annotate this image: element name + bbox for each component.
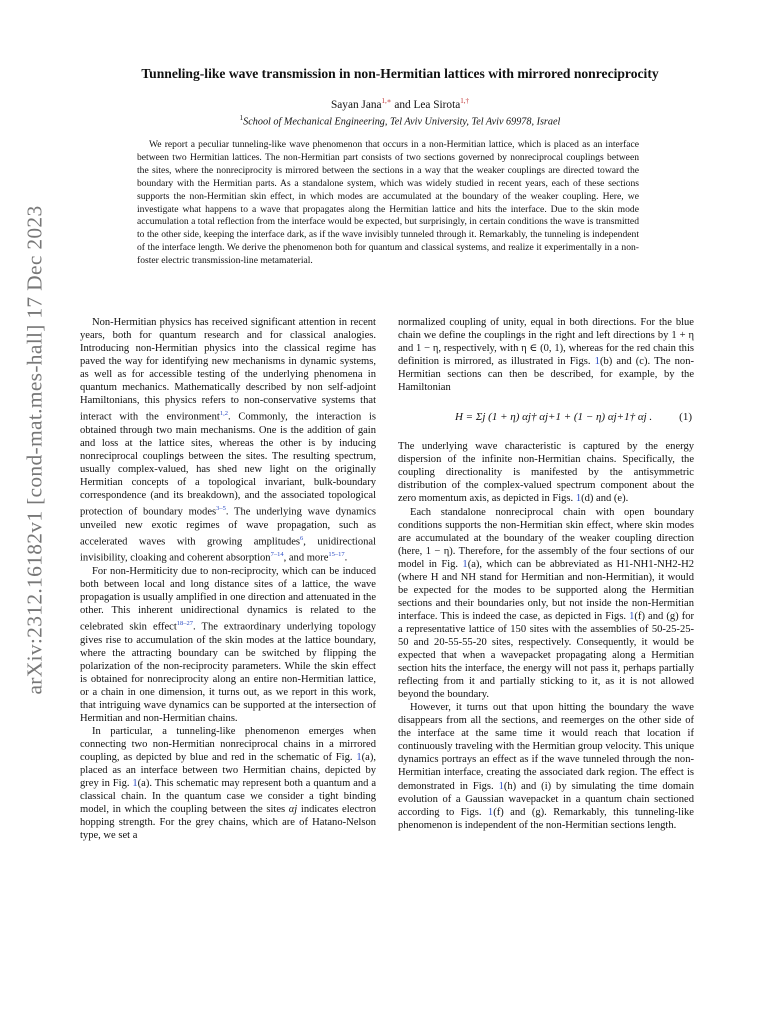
citation-link[interactable]: 3–5 bbox=[216, 505, 226, 513]
affiliation-mark: 1 bbox=[239, 114, 244, 122]
text-run: (f) and (g) for a representative lattice of 150 sites with the assemblies of 50-25-25-50 and 20-55-55-20 sites, respectively. Consequently, it would be expected that when a wavepacket propagating along a Hermitian section hits the interface, the energy will not pass it, perhaps partially reflecting from it and partially sticking to it, as it is not allowed beyond the boundary. bbox=[398, 610, 694, 701]
figure-reference-link[interactable]: 1 bbox=[487, 806, 494, 818]
text-run: Non-Hermitian physics has received significant attention in recent years, both for quantum research and for classical analogies. Introducing non-Hermitian physics into the classical regime has paved the way for identifying new mechanisms in dynamic systems, as well as for accessible testing of the underlying phenomena in quantum mechanics. Mathematically described by non self-adjoint Hamiltonians, this physics refers to non-conservative systems that interact with the environment bbox=[80, 317, 376, 423]
text-run: . Commonly, the interaction is obtained through two main mechanisms. One is the addition of gain and loss at the lattice sites, whereas the other is by inducing nonreciprocal couplings between the sites. The resulting spectrum, usually complex-valued, has shed new light on the originally Hermitian concepts of a topological invariant, bulk-boundary correspondence (and its breakdown), and the associated topological protection of boundary modes bbox=[80, 411, 376, 518]
text-run: (f) and (g). Remarkably, this tunneling-like phenomenon is independent of the non-Hermitian sections length. bbox=[398, 806, 694, 831]
equation-number: (1) bbox=[679, 410, 692, 423]
paragraph bbox=[398, 701, 694, 831]
citation-link[interactable]: 7–14 bbox=[270, 551, 284, 559]
affiliation bbox=[80, 114, 720, 127]
author-name: Sayan Jana bbox=[331, 98, 382, 111]
author-mark[interactable]: 1,∗ bbox=[381, 97, 392, 105]
text-run: . bbox=[344, 552, 348, 564]
paragraph bbox=[398, 440, 694, 505]
paragraph bbox=[398, 506, 694, 702]
figure-reference-link[interactable]: 1 bbox=[498, 780, 504, 792]
paragraph bbox=[80, 316, 376, 565]
text-run: In particular, a tunneling-like phenomenon emerges when connecting two non-Hermitian nonreciprocal chains in a mirrored coupling, as depicted by blue and red in the schematic of Fig. bbox=[80, 725, 376, 764]
affiliation-text: School of Mechanical Engineering, Tel Aviv University, Tel Aviv 69978, Israel bbox=[243, 116, 561, 128]
author-name: Lea Sirota bbox=[413, 98, 461, 111]
text-run: Each standalone nonreciprocal chain with open boundary conditions supports the non-Hermitian skin effect, where skin modes are accumulated at the boundary of the weaker coupling direction (here, 1 − η). Therefore, for the assembly of the four sections of our model in Fig. bbox=[398, 506, 694, 570]
paragraph bbox=[80, 565, 376, 725]
text-run: . The extraordinary underlying topology gives rise to accumulation of the skin modes at the lattice boundary, where the attracting boundary can be switched by flipping the polarization of the non-reciprocity parameters. While the skin effect is obtained for nonreciprocity along an entire non-Hermitian lattice, or a chain in one dimension, it turns out, as we report in this work, that intriguing wave dynamics can be supported at the intersection of Hermitian and non-Hermitian chains. bbox=[80, 621, 376, 724]
equation bbox=[398, 394, 694, 440]
arxiv-identifier bbox=[20, 205, 50, 695]
text-run: The underlying wave characteristic is captured by the energy dispersion of the infinite non-Hermitian chains. Specifically, the coupling directionality is manifested by the antisymmetric distribution of the complex-valued spectrum component about the zero momentum axis, as depicted in Figs. bbox=[398, 441, 694, 505]
paragraph bbox=[80, 725, 376, 842]
text-run: , unidirectional invisibility, cloaking and coherent absorption bbox=[80, 536, 376, 564]
text-run: (b) and (c). The non-Hermitian sections can then be described, for example, by the Hamiltonian bbox=[398, 356, 694, 394]
text-run: (a), placed as an interface between two Hermitian chains, depicted by grey in Fig. bbox=[80, 752, 376, 790]
figure-reference-link[interactable]: 1 bbox=[575, 493, 582, 505]
author-mark[interactable]: 1,† bbox=[460, 97, 469, 105]
paragraph bbox=[398, 316, 694, 394]
text-run: For non-Hermiticity due to non-reciprocity, which can be induced both between local and long distance sites of a lattice, the wave propagation is usually amplified in one direction and attenuated in the other. This inherent unidirectional dynamics is related to the celebrated skin effect bbox=[80, 565, 376, 633]
math-symbol: αj bbox=[288, 804, 298, 816]
arxiv-id-text: arXiv:2312.16182v1 [cond-mat.mes-hall] 17 Dec 2023 bbox=[22, 205, 47, 695]
equation-body: H = Σj (1 + η) αj† αj+1 + (1 − η) αj+1† αj . bbox=[454, 410, 653, 423]
author-joiner: and bbox=[391, 98, 414, 111]
citation-link[interactable]: 6 bbox=[300, 534, 304, 542]
abstract: We report a peculiar tunneling-like wave phenomenon that occurs in a non-Hermitian lattice, which is placed as an interface between two Hermitian lattices. The non-Hermitian part consists of two sections governed by nonreciprocal couplings between the sites, where the nonreciprocity is mirrored between the sections in a way that the weaker couplings are directed toward the boundary with the Hermitian parts. As a standalone system, which was widely studied in recent years, each of these sections supports the non-Hermitian skin effect, in which modes are accumulated at the boundary of the weaker coupling. Here, we investigate what happens to a wave that propagates along the Hermitian lattice and hits the interface. Due to the skin mode accumulation a total reflection from the interface would be expected, but surprisingly, in certain conditions the wave is transmitted to the other side, keeping the interface dark, as if the wave invisibly tunneled through it. Remarkably, the tunneling is independent of the interface length. We derive the phenomenon both for quantum and classical systems, and realize it experimentally in a non-foster electric transmission-line metamaterial. bbox=[137, 139, 639, 267]
citation-link[interactable]: 15–17 bbox=[328, 551, 345, 559]
right-column bbox=[398, 316, 694, 832]
paper-title: Tunneling-like wave transmission in non-Hermitian lattices with mirrored nonreciprocity bbox=[141, 66, 659, 81]
text-run: (d) and (e). bbox=[581, 493, 629, 505]
text-run: , and more bbox=[283, 552, 329, 564]
text-run: normalized coupling of unity, equal in both directions. For the blue chain we define the couplings in the right and left directions by 1 + η and 1 − η, respectively, with η ∈ (0, 1), whereas for the red chain this definition is mirrored, as illustrated in Figs. bbox=[398, 317, 694, 368]
citation-link[interactable]: 18–27 bbox=[176, 620, 194, 628]
text-run: (h) and (i) by simulating the time domain evolution of a Gaussian wavepacket in a quantum chain sectioned according to Figs. bbox=[398, 780, 695, 818]
figure-reference-link[interactable]: 1 bbox=[594, 356, 600, 368]
text-run: However, it turns out that upon hitting the boundary the wave disappears from all the sections, and reemerges on the other side of the interface at the same time it would reach that location if continuously traveling with the Hermitian group velocity. This unique dynamics portrays an effect as if the wave tunneled through the non-Hermitian interface, creating the associated dark region. The effect is demonstrated in Figs. bbox=[398, 702, 694, 792]
text-run: indicates electron hopping strength. For the grey chains, which are of Hatano-Nelson type, we set a bbox=[80, 804, 376, 842]
figure-reference-link[interactable]: 1 bbox=[462, 558, 468, 570]
citation-link[interactable]: 1,2 bbox=[219, 410, 228, 418]
figure-reference-link[interactable]: 1 bbox=[132, 778, 138, 790]
left-column bbox=[80, 316, 376, 842]
figure-reference-link[interactable]: 1 bbox=[356, 752, 362, 764]
author-list bbox=[80, 97, 720, 111]
text-run: (a). This schematic may represent both a quantum and a classical chain. In the quantum case we consider a tight binding model, in which the coupling between the sites bbox=[80, 778, 377, 816]
text-run: (a), which can be abbreviated as H1-NH1-NH2-H2 (where H and NH stand for Hermitian and non-Hermitian), it would be expected for the modes to be supported along the Hermitian sections and their boundaries only, but not inside the non-Hermitian interface. This is indeed the case, as depicted in Figs. bbox=[398, 558, 694, 622]
figure-reference-link[interactable]: 1 bbox=[629, 610, 635, 622]
text-run: . The underlying wave dynamics unveiled new exotic regimes of wave propagation, such as accelerated waves with growing amplitudes bbox=[80, 506, 376, 548]
